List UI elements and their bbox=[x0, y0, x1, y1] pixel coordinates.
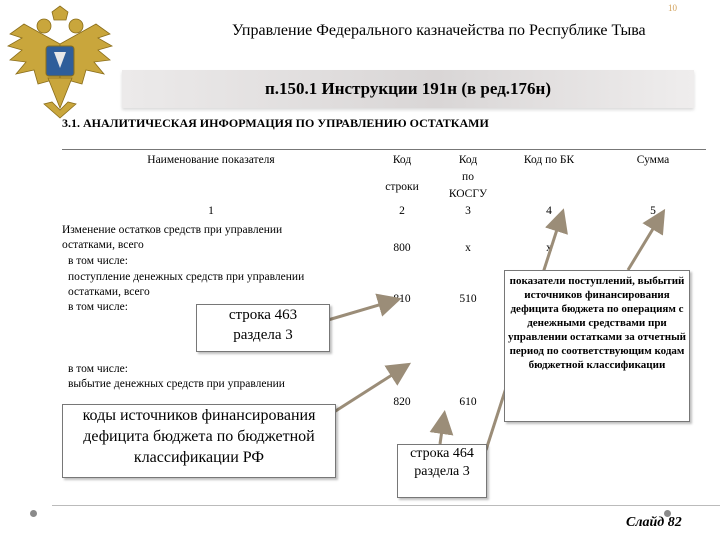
header-sum: Сумма bbox=[636, 154, 670, 166]
col-number-4: 4 bbox=[546, 205, 552, 217]
row-810-name-line2: остатками, всего bbox=[68, 286, 150, 298]
callout-row-463-line2: раздела 3 bbox=[233, 327, 293, 343]
header-kosgu-line1: Код bbox=[458, 154, 478, 166]
row-including-label-3: в том числе: bbox=[68, 363, 128, 375]
callout-source-codes-line2: дефицита бюджета по бюджетной bbox=[83, 428, 315, 445]
footer-rule bbox=[52, 505, 720, 506]
header-row-code-line2: строки bbox=[385, 181, 419, 193]
row-800-code: 800 bbox=[393, 242, 411, 254]
col-number-1: 1 bbox=[208, 205, 214, 217]
callout-source-codes-line3: классификации РФ bbox=[133, 449, 265, 466]
row-including-label: в том числе: bbox=[68, 255, 128, 267]
callout-row-463-line1: строка 463 bbox=[228, 307, 298, 323]
arrow-row-464 bbox=[440, 416, 444, 444]
footer-dot-left-icon bbox=[30, 510, 37, 517]
slide-number: Слайд 82 bbox=[626, 515, 682, 530]
arrow-sum-column bbox=[628, 214, 662, 270]
header-name: Наименование показателя bbox=[147, 154, 275, 166]
table-top-rule bbox=[62, 149, 706, 150]
header-title: Управление Федерального казначейства по Республике Тыва bbox=[232, 22, 646, 39]
row-800-name-line1: Изменение остатков средств при управлении bbox=[62, 224, 283, 236]
col-number-2: 2 bbox=[399, 205, 405, 217]
callout-row-463 bbox=[196, 304, 330, 352]
callout-row-464-line2: раздела 3 bbox=[414, 464, 470, 479]
row-810-name-line1: поступление денежных средств при управлении bbox=[68, 271, 305, 283]
header-kosgu-line3: КОСГУ bbox=[448, 188, 488, 200]
header-bk-code: Код по БК bbox=[523, 154, 575, 166]
section-title: 3.1. АНАЛИТИЧЕСКАЯ ИНФОРМАЦИЯ ПО УПРАВЛЕНИЮ ОСТАТКАМИ bbox=[62, 116, 489, 130]
row-800-kosgu: x bbox=[465, 242, 471, 254]
callout-row-464 bbox=[397, 444, 487, 498]
row-810-code: 810 bbox=[393, 293, 411, 305]
callout-source-codes bbox=[62, 404, 336, 478]
row-800-name-line2: остатками, всего bbox=[62, 239, 144, 251]
row-820-code: 820 bbox=[393, 396, 411, 408]
page-number: 10 bbox=[668, 3, 677, 13]
banner-title: п.150.1 Инструкции 191н (в ред.176н) bbox=[264, 79, 552, 98]
row-820-name: выбытие денежных средств при управлении bbox=[68, 378, 285, 390]
row-800-bk: x bbox=[546, 242, 552, 254]
callout-source-codes-line1: коды источников финансирования bbox=[82, 407, 316, 424]
row-including-label-2: в том числе: bbox=[68, 301, 128, 313]
col-number-3: 3 bbox=[465, 205, 471, 217]
row-810-kosgu: 510 bbox=[459, 293, 477, 305]
header-row-code-line1: Код bbox=[392, 154, 412, 166]
row-820-kosgu: 610 bbox=[459, 396, 477, 408]
col-number-5: 5 bbox=[650, 205, 656, 217]
callout-row-464-line1: строка 464 bbox=[410, 446, 474, 461]
callout-indicators: показатели поступлений, выбытий источников финансирования дефицита бюджета по операциям с денежными средствами при управлении остатками за отчетный период по соответствующим кодам бюджетной классификации bbox=[504, 270, 690, 422]
header-kosgu-line2: по bbox=[462, 171, 474, 183]
double-headed-eagle-emblem-icon bbox=[4, 4, 116, 122]
